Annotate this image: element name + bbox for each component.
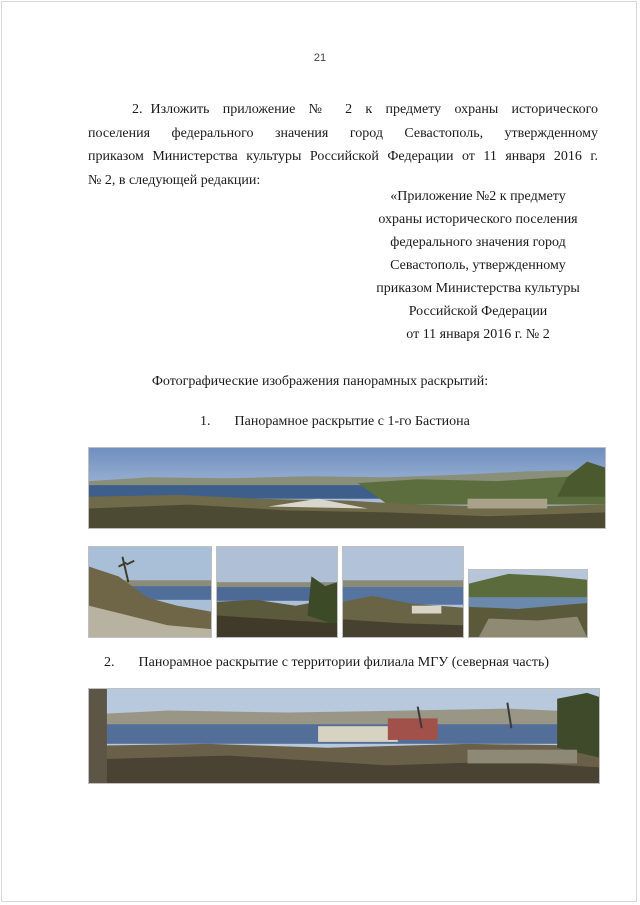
appendix-header — [340, 185, 616, 346]
appendix-line: приказом Министерства культуры — [376, 281, 580, 296]
thumbnail-photo-2 — [216, 546, 338, 638]
paragraph-line-4: № 2, в следующей редакции: — [88, 172, 261, 188]
appendix-line: «Приложение №2 к предмету — [390, 189, 566, 204]
panorama-photo-1 — [88, 447, 606, 529]
appendix-line: охраны исторического поселения — [378, 212, 578, 227]
page-number: 21 — [313, 52, 327, 64]
paragraph-line-1: 2. Изложить приложение № 2 к предмету охраны исторического — [132, 102, 598, 117]
appendix-line: Севастополь, утвержденному — [390, 258, 566, 273]
thumbnail-photo-1 — [88, 546, 212, 638]
paragraph-line-3: приказом Министерства культуры Российской Федерации от 11 января 2016 г. — [88, 149, 598, 164]
item-1-heading — [200, 414, 470, 430]
appendix-line: Российской Федерации — [408, 304, 548, 319]
item-2-number: 2. — [104, 655, 115, 670]
paragraph-line-2: поселения федерального значения город Севастополь, утвержденному — [88, 125, 598, 141]
appendix-line: федерального значения город — [390, 235, 566, 250]
appendix-line: от 11 января 2016 г. № 2 — [406, 327, 550, 342]
paragraph-number: 2. — [132, 102, 143, 117]
item-2-title: Панорамное раскрытие с территории филиала МГУ (северная часть) — [138, 655, 549, 670]
amendment-paragraph — [88, 98, 598, 192]
item-1-title: Панорамное раскрытие с 1-го Бастиона — [234, 414, 470, 429]
thumbnail-photo-4 — [468, 569, 588, 638]
section-title: Фотографические изображения панорамных раскрытий: — [151, 374, 489, 389]
item-1-number: 1. — [200, 414, 211, 429]
thumbnail-photo-3 — [342, 546, 464, 638]
item-2-heading — [104, 655, 549, 671]
panorama-photo-2 — [88, 688, 600, 784]
